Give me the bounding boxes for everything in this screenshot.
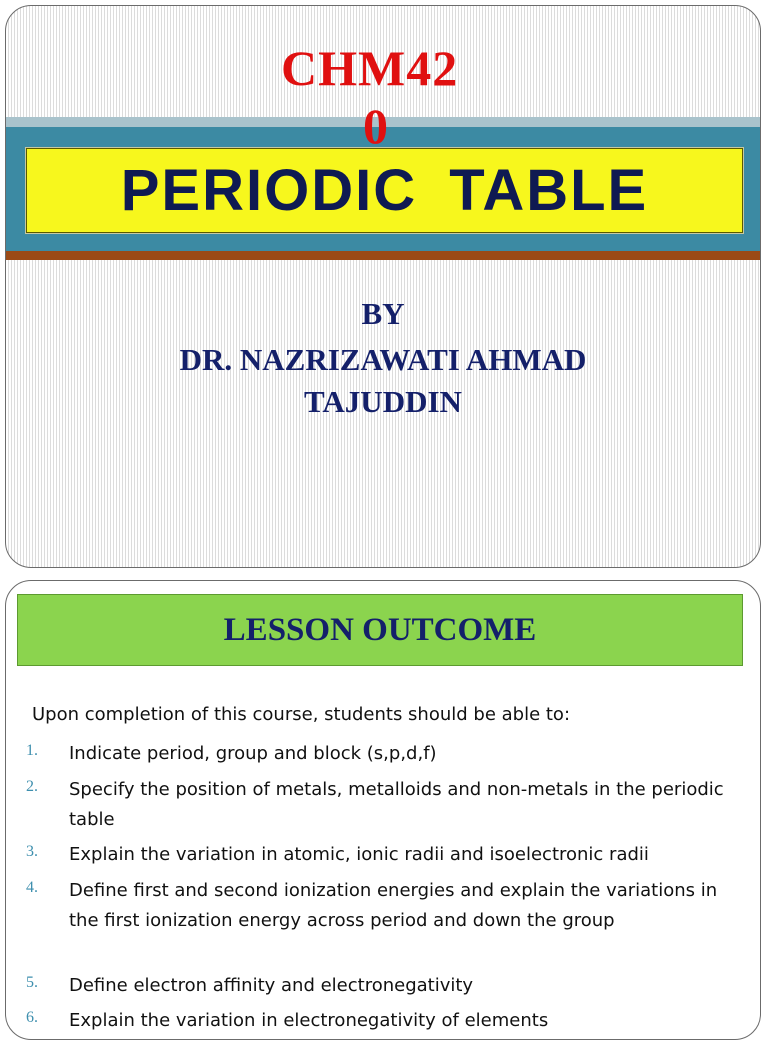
list-number: 4. [26,879,38,896]
list-text: Explain the variation in atomic, ionic radii and isoelectronic radii [69,844,649,865]
list-text: Specify the position of metals, metalloids and non-metals in the periodic table [69,779,724,830]
course-code-line2: 0 [363,98,388,154]
author-name-line2: TAJUDDIN [304,384,462,419]
list-number: 2. [26,778,38,795]
list-number: 5. [26,974,38,991]
intro-text: Upon completion of this course, students should be able to: [32,704,571,725]
list-number: 1. [26,742,38,759]
lesson-outcome-slide [5,580,761,1040]
author-by: BY [361,296,405,331]
list-text: Indicate period, group and block (s,p,d,f) [69,743,437,764]
course-code-line1: CHM42 [281,40,459,96]
title-slide [5,5,761,568]
slide-title: PERIODIC TABLE [120,158,649,223]
list-text: Define electron affinity and electronegativity [69,975,474,996]
title-banner [26,148,743,233]
author-name-line1: DR. NAZRIZAWATI AHMAD [179,342,587,377]
decorative-band-brown [6,251,760,260]
list-number: 3. [26,843,38,860]
list-text: Define first and second ionization energies and explain the variations in the first ionization energy across period and down the group [69,880,718,931]
list-number: 6. [26,1009,38,1026]
lesson-outcome-banner [17,594,743,666]
lesson-outcome-heading: LESSON OUTCOME [223,611,537,648]
list-text: Explain the variation in electronegativity of elements [69,1010,549,1031]
